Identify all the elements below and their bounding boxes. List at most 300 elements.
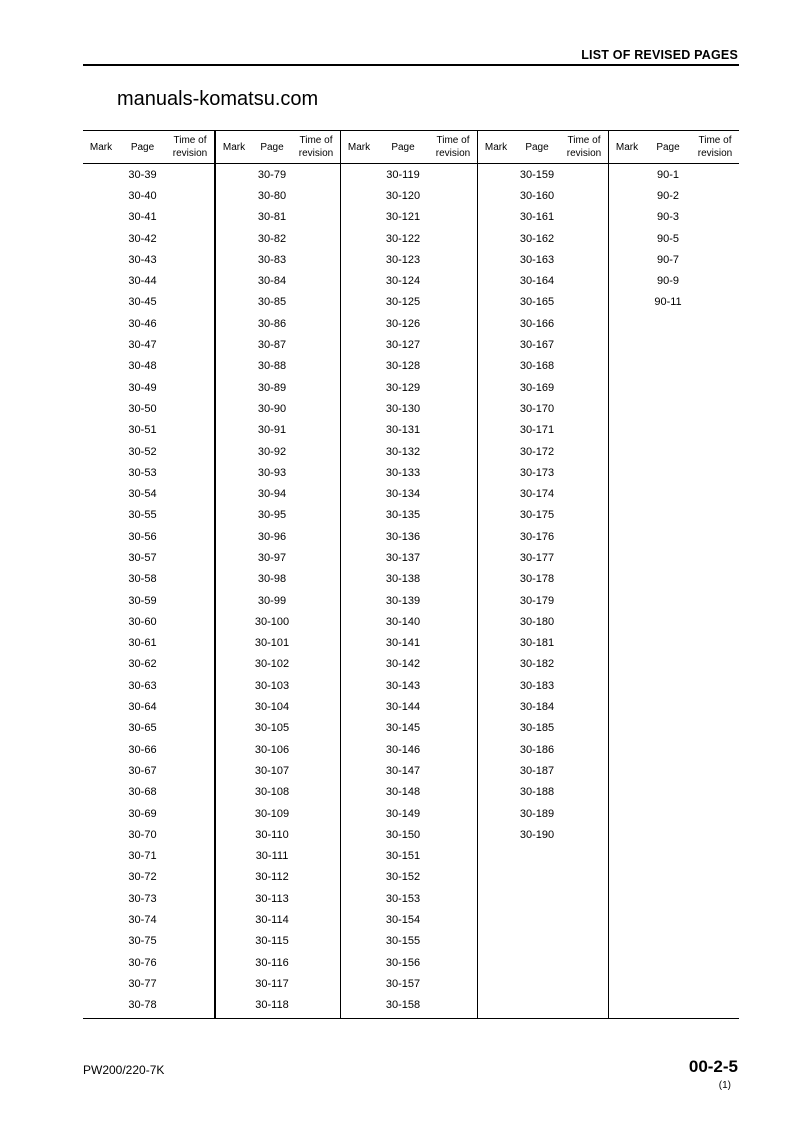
- page-cell: 30-78: [128, 999, 157, 1012]
- table-header: [216, 131, 340, 164]
- page-cell: 30-76: [128, 956, 157, 969]
- page-cell: 30-120: [385, 189, 421, 202]
- page-cell: 30-152: [385, 871, 421, 884]
- table-row: [216, 590, 340, 611]
- page-cell: 30-39: [128, 168, 157, 181]
- page-cell: 30-95: [257, 509, 287, 522]
- header-mark: Mark: [615, 141, 639, 153]
- header-rule: [83, 64, 739, 66]
- table-row: [216, 995, 340, 1016]
- table-row: [341, 356, 477, 377]
- page-cell: 30-136: [385, 530, 421, 543]
- table-row: [478, 675, 608, 696]
- page-cell: 30-80: [257, 189, 287, 202]
- page-cell: 30-166: [519, 317, 555, 330]
- page-cell: 30-53: [128, 466, 157, 479]
- page-cell: 30-43: [128, 253, 157, 266]
- table-row: [216, 952, 340, 973]
- table-row: [341, 931, 477, 952]
- page-cell: 30-141: [385, 637, 421, 650]
- page-cell: 30-127: [385, 339, 421, 352]
- table-row: [341, 483, 477, 504]
- table-row: [83, 888, 214, 909]
- table-row: [478, 441, 608, 462]
- page-cell: 30-42: [128, 232, 157, 245]
- table-row: [83, 931, 214, 952]
- page-cell: 30-145: [385, 722, 421, 735]
- table-row: [216, 760, 340, 781]
- table-row: [83, 505, 214, 526]
- table-row: [478, 249, 608, 270]
- table-row: [216, 462, 340, 483]
- page-cell: 30-125: [385, 296, 421, 309]
- page-cell: 30-188: [519, 786, 555, 799]
- page-cell: 30-160: [519, 189, 555, 202]
- page-cell: 30-99: [257, 594, 287, 607]
- page-cell: 30-49: [128, 381, 157, 394]
- table-row: [341, 207, 477, 228]
- table-row: [609, 185, 739, 206]
- header-mark: Mark: [89, 141, 113, 153]
- page-cell: 30-124: [385, 275, 421, 288]
- table-row: [216, 803, 340, 824]
- header-time-line2: revision: [172, 148, 208, 159]
- table-row: [478, 483, 608, 504]
- header-time-line1: Time of: [173, 135, 207, 146]
- table-row: [341, 462, 477, 483]
- page-number: 00-2-5: [688, 1057, 738, 1076]
- table-row: [341, 547, 477, 568]
- table-row: [83, 334, 214, 355]
- table-row: [478, 377, 608, 398]
- table-row: [83, 611, 214, 632]
- page-cell: 30-46: [128, 317, 157, 330]
- table-row: [341, 803, 477, 824]
- table-row: [478, 611, 608, 632]
- table-row: [341, 249, 477, 270]
- table-row: [341, 377, 477, 398]
- page-cell: 30-158: [385, 999, 421, 1012]
- table-row: [83, 398, 214, 419]
- table-row: [341, 952, 477, 973]
- table-row: [341, 846, 477, 867]
- table-row: [341, 526, 477, 547]
- page-cell: 30-186: [519, 743, 555, 756]
- table-row: [341, 334, 477, 355]
- page-cell: 90-3: [656, 211, 680, 224]
- page-cell: 30-40: [128, 189, 157, 202]
- page-cell: 30-82: [257, 232, 287, 245]
- page-cell: 90-11: [654, 296, 682, 309]
- page-cell: 30-150: [385, 828, 421, 841]
- table-row: [341, 909, 477, 930]
- table-row: [478, 334, 608, 355]
- table-row: [609, 249, 739, 270]
- table-row: [216, 526, 340, 547]
- page-cell: 30-67: [128, 764, 157, 777]
- page-cell: 90-1: [656, 168, 680, 181]
- page-cell: 30-151: [385, 850, 421, 863]
- table-row: [216, 270, 340, 291]
- table-row: [609, 207, 739, 228]
- table-row: [341, 867, 477, 888]
- page-cell: 30-106: [254, 743, 290, 756]
- page-cell: 30-171: [519, 424, 555, 437]
- table-row: [83, 547, 214, 568]
- header-page: Page: [130, 141, 155, 153]
- header-page: Page: [656, 141, 680, 153]
- table-row: [341, 420, 477, 441]
- table-row: [609, 270, 739, 291]
- table-row: [341, 569, 477, 590]
- table-row: [341, 654, 477, 675]
- table-row: [609, 164, 739, 185]
- table-row: [478, 633, 608, 654]
- table-row: [341, 973, 477, 994]
- page-cell: 30-175: [519, 509, 555, 522]
- page-cell: 30-115: [255, 935, 289, 948]
- page-cell: 30-180: [519, 615, 555, 628]
- table-row: [83, 739, 214, 760]
- table-row: [478, 782, 608, 803]
- page-cell: 30-119: [386, 168, 420, 181]
- page-cell: 30-159: [519, 168, 555, 181]
- page-cell: 30-167: [519, 339, 555, 352]
- page-cell: 30-173: [519, 466, 555, 479]
- page-cell: 30-77: [128, 977, 157, 990]
- table-row: [478, 505, 608, 526]
- table-row: [478, 462, 608, 483]
- header-time-line1: Time of: [567, 135, 601, 146]
- table-row: [83, 803, 214, 824]
- page-cell: 30-156: [385, 956, 421, 969]
- table-row: [216, 420, 340, 441]
- table-row: [478, 547, 608, 568]
- page-cell: 30-102: [254, 658, 290, 671]
- table-row: [83, 270, 214, 291]
- table-row: [478, 420, 608, 441]
- table-row: [83, 952, 214, 973]
- page-cell: 30-100: [254, 615, 290, 628]
- table-group: [83, 131, 214, 1018]
- table-row: [341, 760, 477, 781]
- table-row: [478, 207, 608, 228]
- page-cell: 30-153: [385, 892, 421, 905]
- table-row: [83, 356, 214, 377]
- table-group: [477, 131, 608, 1018]
- page-cell: 30-123: [385, 253, 421, 266]
- header-time-line1: Time of: [299, 135, 333, 146]
- table-row: [478, 824, 608, 845]
- table-row: [341, 228, 477, 249]
- page-cell: 30-71: [128, 850, 157, 863]
- page-cell: 30-170: [519, 402, 555, 415]
- table-row: [341, 292, 477, 313]
- page-cell: 30-68: [128, 786, 157, 799]
- table-row: [341, 782, 477, 803]
- page-title: LIST OF REVISED PAGES: [581, 48, 738, 62]
- page-cell: 30-105: [254, 722, 290, 735]
- page-cell: 90-9: [656, 275, 680, 288]
- table-group: [608, 131, 739, 1018]
- page-cell: 30-98: [257, 573, 287, 586]
- table-row: [341, 441, 477, 462]
- table-row: [478, 270, 608, 291]
- page-cell: 30-130: [385, 402, 421, 415]
- table-row: [216, 654, 340, 675]
- page-cell: 30-54: [128, 488, 157, 501]
- table-row: [216, 313, 340, 334]
- table-row: [216, 505, 340, 526]
- page-cell: 30-57: [128, 551, 157, 564]
- table-row: [216, 973, 340, 994]
- table-row: [478, 569, 608, 590]
- table-row: [83, 633, 214, 654]
- page-cell: 30-174: [519, 488, 555, 501]
- header-time-line2: revision: [697, 148, 733, 159]
- table-row: [216, 611, 340, 632]
- table-row: [83, 590, 214, 611]
- table-row: [83, 569, 214, 590]
- page-cell: 30-59: [128, 594, 157, 607]
- table-row: [341, 824, 477, 845]
- header-mark: Mark: [347, 141, 371, 153]
- table-header: [83, 131, 214, 164]
- table-row: [83, 526, 214, 547]
- table-row: [478, 696, 608, 717]
- table-row: [478, 526, 608, 547]
- table-row: [478, 313, 608, 334]
- page-cell: 30-55: [128, 509, 157, 522]
- table-row: [341, 739, 477, 760]
- page-cell: 30-182: [519, 658, 555, 671]
- page-cell: 30-109: [254, 807, 290, 820]
- page-cell: 30-143: [385, 679, 421, 692]
- table-row: [216, 846, 340, 867]
- table-row: [478, 739, 608, 760]
- page-cell: 30-107: [254, 764, 290, 777]
- page-cell: 30-70: [128, 828, 157, 841]
- page-cell: 30-101: [254, 637, 290, 650]
- table-row: [216, 249, 340, 270]
- table-row: [83, 377, 214, 398]
- header-mark: Mark: [484, 141, 508, 153]
- header-time-line2: revision: [566, 148, 602, 159]
- page-cell: 30-116: [255, 956, 289, 969]
- page-cell: 30-142: [385, 658, 421, 671]
- page-cell: 30-176: [519, 530, 555, 543]
- table-row: [478, 228, 608, 249]
- table-row: [83, 292, 214, 313]
- table-row: [216, 931, 340, 952]
- page-cell: 30-179: [519, 594, 555, 607]
- table-row: [83, 867, 214, 888]
- table-row: [216, 888, 340, 909]
- page-cell: 30-89: [257, 381, 287, 394]
- table-row: [83, 441, 214, 462]
- header-time-of-revision: [292, 134, 340, 160]
- page-cell: 30-122: [385, 232, 421, 245]
- page-cell: 30-185: [519, 722, 555, 735]
- page-cell: 30-104: [254, 701, 290, 714]
- page-cell: 30-84: [257, 275, 287, 288]
- table-row: [478, 185, 608, 206]
- table-row: [341, 185, 477, 206]
- page-cell: 30-61: [128, 637, 157, 650]
- table-row: [341, 675, 477, 696]
- table-row: [83, 973, 214, 994]
- page-cell: 30-52: [128, 445, 157, 458]
- page-cell: 30-131: [385, 424, 421, 437]
- page-cell: 30-114: [255, 914, 289, 927]
- page-cell: 30-118: [255, 999, 289, 1012]
- page-cell: 30-51: [128, 424, 157, 437]
- table-row: [216, 569, 340, 590]
- page-cell: 30-164: [519, 275, 555, 288]
- header-page: Page: [525, 141, 549, 153]
- table-header: [341, 131, 477, 164]
- page-cell: 30-138: [385, 573, 421, 586]
- table-row: [83, 249, 214, 270]
- page-cell: 30-56: [128, 530, 157, 543]
- table-row: [83, 654, 214, 675]
- page-cell: 30-112: [255, 871, 289, 884]
- page-cell: 30-50: [128, 402, 157, 415]
- page-cell: 30-137: [385, 551, 421, 564]
- page-cell: 30-161: [519, 211, 555, 224]
- table-row: [83, 483, 214, 504]
- page-cell: 30-181: [519, 637, 555, 650]
- page-cell: 30-96: [257, 530, 287, 543]
- page-cell: 90-2: [656, 189, 680, 202]
- table-row: [478, 398, 608, 419]
- table-group: [340, 131, 477, 1018]
- table-row: [216, 164, 340, 185]
- page-cell: 30-147: [385, 764, 421, 777]
- table-row: [341, 590, 477, 611]
- page-cell: 30-155: [385, 935, 421, 948]
- page-cell: 30-189: [519, 807, 555, 820]
- table-row: [216, 398, 340, 419]
- table-row: [216, 334, 340, 355]
- page-cell: 30-81: [257, 211, 287, 224]
- table-row: [83, 909, 214, 930]
- page-cell: 30-177: [519, 551, 555, 564]
- header-time-line2: revision: [435, 148, 471, 159]
- table-row: [341, 398, 477, 419]
- table-row: [83, 675, 214, 696]
- header-time-of-revision: [691, 134, 739, 160]
- page-cell: 30-117: [255, 977, 289, 990]
- page-cell: 30-140: [385, 615, 421, 628]
- page-cell: 30-113: [255, 892, 289, 905]
- page-cell: 30-79: [257, 168, 287, 181]
- page-cell: 30-87: [257, 339, 287, 352]
- page-cell: 30-83: [257, 253, 287, 266]
- page-cell: 30-133: [385, 466, 421, 479]
- table-row: [478, 760, 608, 781]
- page-cell: 30-134: [385, 488, 421, 501]
- page-cell: 30-85: [257, 296, 287, 309]
- page-cell: 30-58: [128, 573, 157, 586]
- page-cell: 30-97: [257, 551, 287, 564]
- table-row: [341, 718, 477, 739]
- header-page: Page: [391, 141, 415, 153]
- table-row: [83, 462, 214, 483]
- table-row: [216, 185, 340, 206]
- table-row: [216, 782, 340, 803]
- page-cell: 30-110: [255, 828, 289, 841]
- page-cell: 30-73: [128, 892, 157, 905]
- table-row: [341, 611, 477, 632]
- page-cell: 30-41: [128, 211, 157, 224]
- table-row: [83, 696, 214, 717]
- table-row: [609, 292, 739, 313]
- page-cell: 30-187: [519, 764, 555, 777]
- table-row: [216, 547, 340, 568]
- page-cell: 30-94: [257, 488, 287, 501]
- page-cell: 30-165: [519, 296, 555, 309]
- table-row: [83, 760, 214, 781]
- table-row: [478, 654, 608, 675]
- table-row: [216, 675, 340, 696]
- page-cell: 30-63: [128, 679, 157, 692]
- table-row: [478, 590, 608, 611]
- page-cell: 30-135: [385, 509, 421, 522]
- table-row: [341, 633, 477, 654]
- table-row: [216, 228, 340, 249]
- header-time-of-revision: [166, 134, 214, 160]
- table-row: [216, 824, 340, 845]
- page-cell: 30-69: [128, 807, 157, 820]
- table-group: [214, 131, 340, 1018]
- page-cell: 30-88: [257, 360, 287, 373]
- page-cell: 30-183: [519, 679, 555, 692]
- header-mark: Mark: [222, 141, 246, 153]
- page-cell: 30-144: [385, 701, 421, 714]
- page-cell: 30-139: [385, 594, 421, 607]
- table-row: [341, 270, 477, 291]
- table-row: [83, 228, 214, 249]
- page-cell: 30-121: [385, 211, 421, 224]
- page-cell: 30-157: [385, 977, 421, 990]
- page-cell: 30-190: [519, 828, 555, 841]
- table-row: [216, 633, 340, 654]
- table-row: [341, 313, 477, 334]
- table-row: [83, 846, 214, 867]
- page-cell: 30-169: [519, 381, 555, 394]
- table-row: [83, 782, 214, 803]
- page-cell: 30-129: [385, 381, 421, 394]
- table-row: [341, 505, 477, 526]
- table-row: [216, 696, 340, 717]
- table-row: [216, 292, 340, 313]
- page-cell: 30-64: [128, 701, 157, 714]
- header-time-of-revision: [429, 134, 477, 160]
- table-row: [83, 185, 214, 206]
- table-row: [341, 164, 477, 185]
- page-cell: 90-7: [656, 253, 680, 266]
- page-cell: 30-74: [128, 914, 157, 927]
- table-row: [478, 803, 608, 824]
- table-row: [216, 909, 340, 930]
- page-cell: 30-154: [385, 914, 421, 927]
- page-cell: 30-93: [257, 466, 287, 479]
- table-row: [478, 164, 608, 185]
- table-header: [478, 131, 608, 164]
- page-cell: 30-184: [519, 701, 555, 714]
- table-row: [83, 164, 214, 185]
